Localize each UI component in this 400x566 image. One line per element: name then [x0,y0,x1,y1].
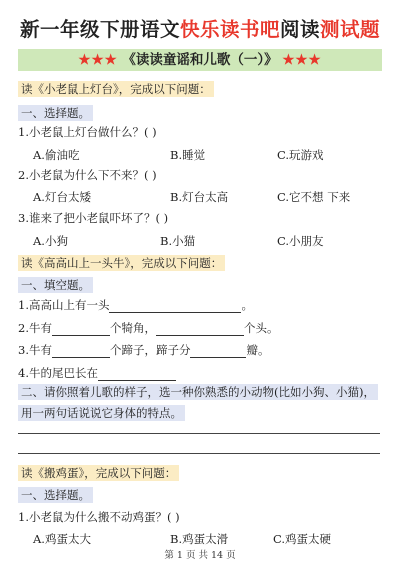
fill-4-text-a: 4.牛的尾巴长在 [18,366,98,380]
section2-heading-row [18,255,225,271]
stars-left: ★★★ [78,52,118,68]
fill-line-4 [18,365,176,381]
section1-q1: 1.小老鼠上灯台做什么？( ) [18,125,157,139]
section1-q2-option-a: A.灯台太矮 [33,190,91,204]
section3-q1-option-b: B.鸡蛋太滑 [170,532,229,546]
section3-q1: 1.小老鼠为什么搬不动鸡蛋？( ) [18,510,180,524]
fill-line-2 [18,320,278,336]
fill-line-1 [18,297,253,313]
section1-q3: 3.谁来了把小老鼠吓坏了？( ) [18,211,169,225]
title-part-4: 测试题 [320,18,381,41]
section2-part: 一、填空题。 [18,277,93,293]
section1-q3-option-a: A.小狗 [33,234,68,248]
section1-heading: 读《小老鼠上灯台》，完成以下问题： [18,81,214,97]
section1-q1-option-b: B.睡觉 [170,148,206,162]
fill-3-blank-2[interactable] [190,346,246,358]
fill-3-blank-1[interactable] [52,346,110,358]
answer-line-2[interactable] [18,453,380,454]
answer-line-1[interactable] [18,433,380,434]
fill-2-blank-1[interactable] [52,324,110,336]
section1-q3-option-c: C.小朋友 [277,234,324,248]
fill-2-text-b: 个犄角， [109,321,156,335]
fill-2-text-c: 个头。 [243,321,279,335]
section1-q3-option-b: B.小猫 [160,234,196,248]
section2-heading: 读《高高山上一头牛》，完成以下问题： [18,255,225,271]
section2-part-row [18,277,93,293]
section3-part-row [18,487,93,503]
fill-3-text-b: 个蹄子，蹄子分 [109,343,191,357]
section2-part2-row [18,384,378,400]
page-title [0,14,400,42]
title-part-1: 新一年级下册语文 [19,18,180,41]
section1-part-row [18,105,93,121]
fill-1-text-b: 。 [241,298,253,312]
section3-q1-option-c: C.鸡蛋太硬 [273,532,332,546]
banner-text: 《读读童谣和儿歌（一）》 [122,52,278,68]
section3-heading: 读《搬鸡蛋》，完成以下问题： [18,465,179,481]
section1-q2-option-c: C.它不想 下来 [277,190,351,204]
section3-q1-option-a: A.鸡蛋太大 [33,532,91,546]
section2-part2-line2-row [18,405,185,421]
title-part-3: 阅读 [280,18,321,41]
section1-q1-option-c: C.玩游戏 [277,148,324,162]
section1-q2-option-b: B.灯台太高 [170,190,229,204]
title-part-2: 快乐读书吧 [179,18,280,41]
page-footer: 第 1 页 共 14 页 [164,550,236,561]
fill-1-blank[interactable] [109,301,241,313]
section1-heading-row [18,81,214,97]
section1-part: 一、选择题。 [18,105,93,121]
fill-line-3 [18,342,269,358]
fill-4-blank[interactable] [98,369,176,381]
fill-3-text-a: 3.牛有 [18,343,52,357]
section3-heading-row [18,465,179,481]
section3-part: 一、选择题。 [18,487,93,503]
section1-q2: 2.小老鼠为什么下不来？( ) [18,168,157,182]
section2-part2-line1: 二、请你照着儿歌的样子，选一种你熟悉的小动物(比如小狗、小猫)， [18,384,378,400]
section2-part2-line2: 用一两句话说说它身体的特点。 [18,405,185,421]
fill-1-text-a: 1.高高山上有一头 [18,298,110,312]
fill-2-blank-2[interactable] [156,324,244,336]
stars-right: ★★★ [282,52,322,68]
section1-q1-option-a: A.偷油吃 [33,148,80,162]
fill-2-text-a: 2.牛有 [18,321,52,335]
fill-3-text-c: 瓣。 [246,343,270,357]
subtitle-banner [18,49,382,71]
